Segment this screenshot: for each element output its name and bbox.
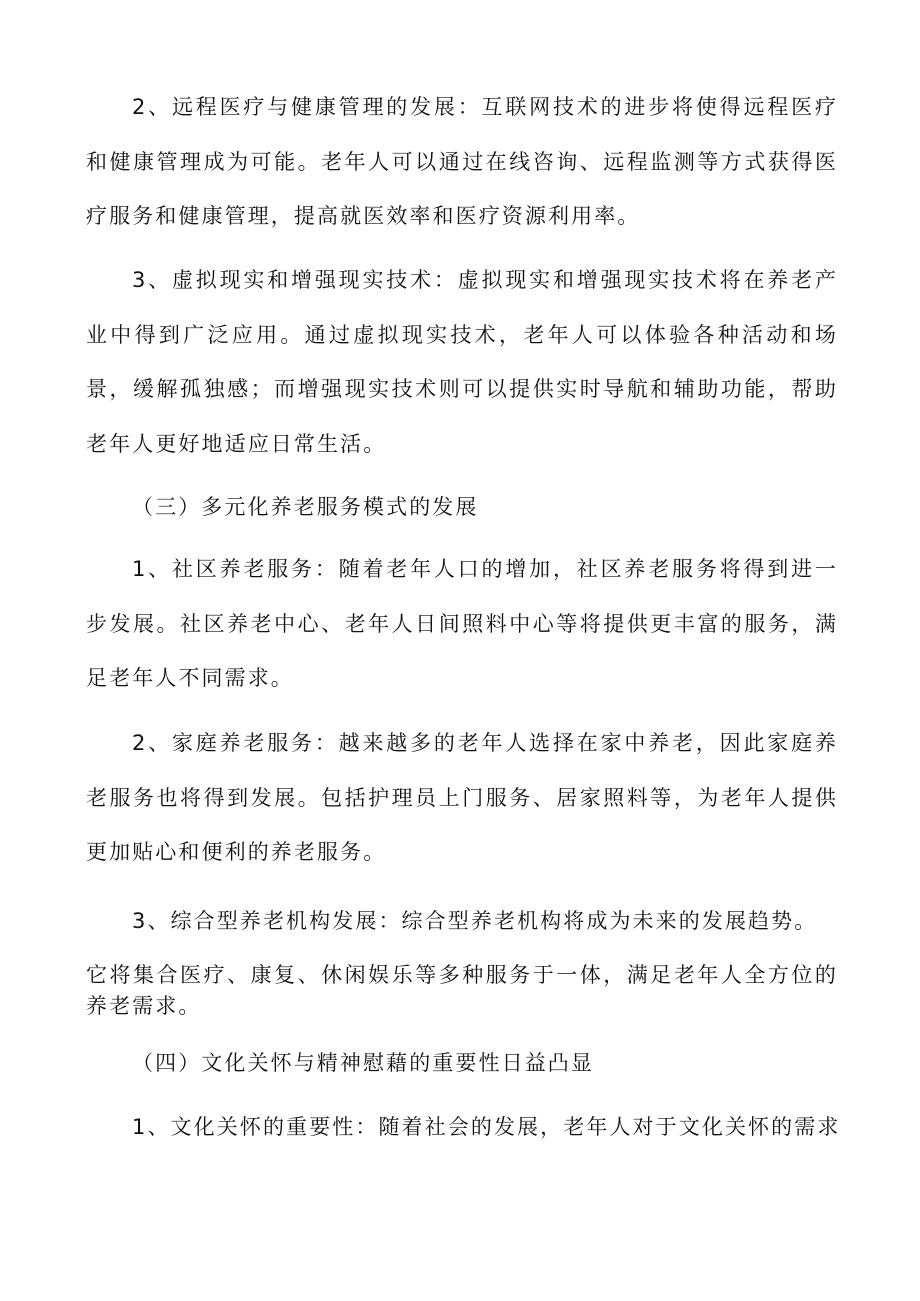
paragraph-remote-medical: 2、远程医疗与健康管理的发展：互联网技术的进步将使得远程医疗和健康管理成为可能。老年人可以通过在线咨询、远程监测等方式获得医疗服务和健康管理，提高就医效率和医疗资源利用率。 xyxy=(86,95,838,228)
paragraph-community-care: 1、社区养老服务：随着老年人口的增加，社区养老服务将得到进一步发展。社区养老中心、老年人日间照料中心等将提供更丰富的服务，满足老年人不同需求。 xyxy=(86,557,838,690)
section-heading-4: （四）文化关怀与精神慰藉的重要性日益凸显 xyxy=(132,1051,594,1075)
paragraph-vr-ar: 3、虚拟现实和增强现实技术：虚拟现实和增强现实技术将在养老产业中得到广泛应用。通过虚拟现实技术，老年人可以体验各种活动和场景，缓解孤独感；而增强现实技术则可以提供实时导航和辅助功能，帮助老年人更好地适应日常生活。 xyxy=(86,268,838,456)
paragraph-home-care: 2、家庭养老服务：越来越多的老年人选择在家中养老，因此家庭养老服务也将得到发展。包括护理员上门服务、居家照料等，为老年人提供更加贴心和便利的养老服务。 xyxy=(86,731,838,864)
paragraph-integrated-institution-lead: 3、综合型养老机构发展：综合型养老机构将成为未来的发展趋势。 xyxy=(132,909,818,933)
section-heading-3: （三）多元化养老服务模式的发展 xyxy=(132,495,479,519)
paragraph-integrated-institution-body: 它将集合医疗、康复、休闲娱乐等多种服务于一体，满足老年人全方位的养老需求。 xyxy=(86,963,838,1018)
paragraph-cultural-care: 1、文化关怀的重要性：随着社会的发展，老年人对于文化关怀的需求 xyxy=(132,1115,841,1139)
